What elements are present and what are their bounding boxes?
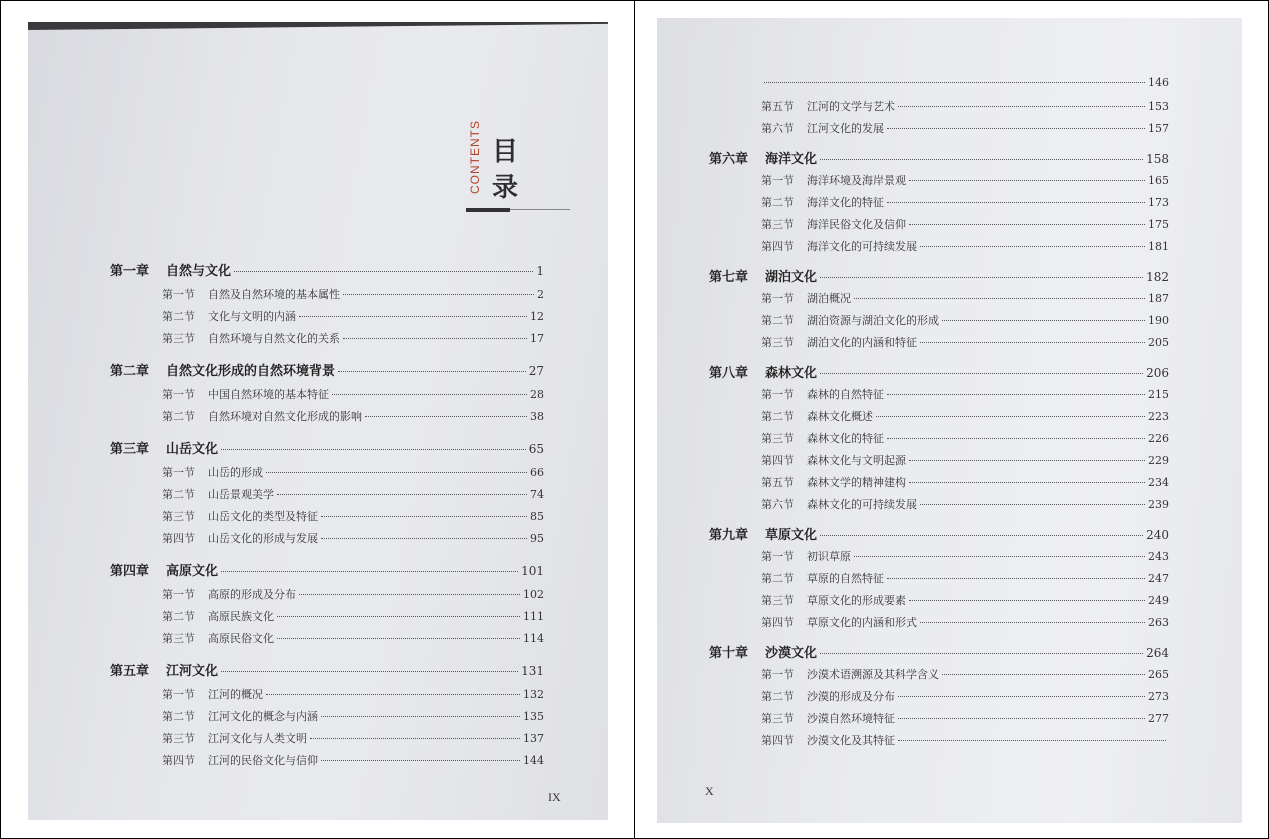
leader-dots xyxy=(820,535,1143,536)
toc-section-entry xyxy=(761,172,1169,188)
section-number: 第一节 xyxy=(162,388,195,401)
section-number: 第二节 xyxy=(761,690,794,703)
toc-section-entry xyxy=(162,708,544,724)
leader-dots xyxy=(887,438,1145,439)
leader-dots xyxy=(820,373,1143,374)
section-title: 自然环境对自然文化形成的影响 xyxy=(208,410,362,423)
leader-dots xyxy=(221,571,518,572)
leader-dots xyxy=(820,653,1143,654)
page-number: 66 xyxy=(530,466,544,479)
chapter-title: 自然与文化 xyxy=(166,264,232,279)
heading-rule xyxy=(510,209,570,210)
chapter-number: 第一章 xyxy=(110,264,150,279)
leader-dots xyxy=(909,224,1145,225)
page-number: 182 xyxy=(1146,270,1169,284)
section-number: 第二节 xyxy=(162,310,195,323)
section-number: 第二节 xyxy=(761,410,794,423)
page-number: 223 xyxy=(1148,410,1169,423)
toc-section-entry xyxy=(761,614,1169,630)
section-number: 第四节 xyxy=(761,734,794,747)
section-number: 第五节 xyxy=(761,476,794,489)
toc-section-entry xyxy=(162,586,544,602)
page-number: 264 xyxy=(1146,646,1169,660)
leader-dots xyxy=(221,671,518,672)
page-number: 229 xyxy=(1148,454,1169,467)
section-title: 自然环境与自然文化的关系 xyxy=(208,332,340,345)
leader-dots xyxy=(909,460,1145,461)
toc-section-entry xyxy=(761,408,1169,424)
toc-section-entry xyxy=(162,530,544,546)
page-number: 263 xyxy=(1148,616,1169,629)
page-number: 135 xyxy=(523,710,544,723)
section-number: 第二节 xyxy=(162,488,195,501)
toc-section-entry xyxy=(162,630,544,646)
page-number: 65 xyxy=(528,442,544,456)
leader-dots xyxy=(277,638,520,639)
section-number: 第二节 xyxy=(761,572,794,585)
section-title: 森林文化与文明起源 xyxy=(807,454,906,467)
leader-dots xyxy=(887,202,1145,203)
section-title: 湖泊文化的内涵和特征 xyxy=(807,336,917,349)
heading-bar xyxy=(466,208,510,212)
leader-dots xyxy=(854,298,1145,299)
section-number: 第三节 xyxy=(761,336,794,349)
section-number: 第一节 xyxy=(761,550,794,563)
section-number: 第四节 xyxy=(761,240,794,253)
section-number: 第三节 xyxy=(761,594,794,607)
leader-dots xyxy=(942,320,1145,321)
page-number: 95 xyxy=(530,532,544,545)
section-title: 森林文化的特征 xyxy=(807,432,884,445)
section-title: 森林文化概述 xyxy=(807,410,873,423)
section-title: 森林文化的可持续发展 xyxy=(807,498,917,511)
leader-dots xyxy=(365,416,527,417)
section-title: 江河的民俗文化与信仰 xyxy=(208,754,318,767)
leader-dots xyxy=(299,594,520,595)
section-title: 江河文化的发展 xyxy=(807,122,884,135)
page-number: 1 xyxy=(536,264,544,278)
toc-section-entry xyxy=(162,608,544,624)
toc-section-entry xyxy=(761,386,1169,402)
section-title: 湖泊概况 xyxy=(807,292,851,305)
toc-section-entry xyxy=(761,238,1169,254)
section-title: 山岳景观美学 xyxy=(208,488,274,501)
toc-title: 目 录 xyxy=(492,137,519,203)
section-title: 沙漠文化及其特征 xyxy=(807,734,895,747)
toc-section-entry xyxy=(162,308,544,324)
page-number: 158 xyxy=(1146,152,1169,166)
section-number: 第二节 xyxy=(162,710,195,723)
page-number: 206 xyxy=(1146,366,1169,380)
leader-dots xyxy=(898,718,1145,719)
chapter-number: 第七章 xyxy=(709,270,749,285)
page-number: 2 xyxy=(537,288,544,301)
section-title: 自然及自然环境的基本属性 xyxy=(208,288,340,301)
section-number: 第六节 xyxy=(761,498,794,511)
page-number: 17 xyxy=(530,332,544,345)
section-number: 第二节 xyxy=(162,410,195,423)
leader-dots xyxy=(277,616,520,617)
leader-dots xyxy=(321,760,520,761)
leader-dots xyxy=(909,600,1145,601)
toc-section-entry xyxy=(162,286,544,302)
leader-dots xyxy=(920,342,1145,343)
chapter-title: 草原文化 xyxy=(765,528,818,543)
section-title: 沙漠术语溯源及其科学含义 xyxy=(807,668,939,681)
page-number: 111 xyxy=(523,610,544,623)
leader-dots xyxy=(321,516,527,517)
page-number: 102 xyxy=(523,588,544,601)
section-title: 湖泊资源与湖泊文化的形成 xyxy=(807,314,939,327)
toc-chapter-entry xyxy=(709,642,1169,661)
leader-dots xyxy=(887,578,1145,579)
section-title: 江河的概况 xyxy=(208,688,263,701)
chapter-title: 高原文化 xyxy=(166,564,219,579)
page-number: 27 xyxy=(528,364,544,378)
leader-dots xyxy=(820,277,1143,278)
page-number: 85 xyxy=(530,510,544,523)
toc-section-entry xyxy=(761,592,1169,608)
leader-dots xyxy=(920,622,1145,623)
page-number: 74 xyxy=(530,488,544,501)
page-number: 157 xyxy=(1148,122,1169,135)
leader-dots xyxy=(234,271,533,272)
leader-dots xyxy=(898,740,1166,741)
section-title: 文化与文明的内涵 xyxy=(208,310,296,323)
section-number: 第二节 xyxy=(761,314,794,327)
toc-chapter-entry xyxy=(709,266,1169,285)
toc-section-entry xyxy=(761,666,1169,682)
section-number: 第三节 xyxy=(162,510,195,523)
section-title: 海洋民俗文化及信仰 xyxy=(807,218,906,231)
leader-dots xyxy=(299,316,527,317)
section-number: 第一节 xyxy=(761,292,794,305)
section-title: 江河文化的概念与内涵 xyxy=(208,710,318,723)
leader-dots xyxy=(266,472,527,473)
section-number: 第一节 xyxy=(162,288,195,301)
toc-section-entry xyxy=(761,312,1169,328)
leader-dots xyxy=(332,394,527,395)
leader-dots xyxy=(887,128,1145,129)
section-number: 第三节 xyxy=(761,432,794,445)
toc-chapter-entry xyxy=(110,660,544,679)
leader-dots xyxy=(338,371,526,372)
page-number: 243 xyxy=(1148,550,1169,563)
toc-chapter-entry xyxy=(709,148,1169,167)
leader-dots xyxy=(321,538,527,539)
section-title: 海洋文化的可持续发展 xyxy=(807,240,917,253)
toc-section-entry xyxy=(761,334,1169,350)
leader-dots xyxy=(942,674,1145,675)
toc-section-entry xyxy=(162,486,544,502)
section-number: 第五节 xyxy=(761,100,794,113)
leader-dots xyxy=(854,556,1145,557)
toc-section-entry xyxy=(761,688,1169,704)
toc-section-entry xyxy=(761,548,1169,564)
section-title: 初识草原 xyxy=(807,550,851,563)
toc-chapter-entry xyxy=(110,360,544,379)
page-number: 181 xyxy=(1148,240,1169,253)
toc-section-entry xyxy=(761,194,1169,210)
page-number: 28 xyxy=(530,388,544,401)
toc-section-entry xyxy=(162,686,544,702)
toc-section-entry xyxy=(162,752,544,768)
page-number: 234 xyxy=(1148,476,1169,489)
chapter-title: 江河文化 xyxy=(166,664,219,679)
leader-dots xyxy=(343,294,534,295)
page-number: 175 xyxy=(1148,218,1169,231)
leader-dots xyxy=(820,159,1143,160)
leader-dots xyxy=(343,338,527,339)
leader-dots xyxy=(898,696,1145,697)
leader-dots xyxy=(764,82,1145,83)
section-title: 草原的自然特征 xyxy=(807,572,884,585)
chapter-title: 山岳文化 xyxy=(166,442,219,457)
leader-dots xyxy=(898,106,1145,107)
page-number: 277 xyxy=(1148,712,1169,725)
section-number: 第三节 xyxy=(761,218,794,231)
toc-section-entry xyxy=(761,76,1169,89)
page-number: 215 xyxy=(1148,388,1169,401)
page-number: 239 xyxy=(1148,498,1169,511)
section-title: 山岳的形成 xyxy=(208,466,263,479)
page-folio-left: IX xyxy=(548,790,561,804)
leader-dots xyxy=(920,504,1145,505)
toc-page-right xyxy=(657,18,1242,823)
leader-dots xyxy=(920,246,1145,247)
chapter-number: 第八章 xyxy=(709,366,749,381)
section-number: 第一节 xyxy=(162,688,195,701)
toc-section-entry xyxy=(162,508,544,524)
page-number: 146 xyxy=(1148,76,1169,89)
section-number: 第三节 xyxy=(761,712,794,725)
chapter-number: 第四章 xyxy=(110,564,150,579)
section-title: 高原民俗文化 xyxy=(208,632,274,645)
section-title: 沙漠自然环境特征 xyxy=(807,712,895,725)
toc-chapter-entry xyxy=(110,260,544,279)
section-title: 海洋文化的特征 xyxy=(807,196,884,209)
chapter-title: 湖泊文化 xyxy=(765,270,818,285)
toc-section-entry xyxy=(761,290,1169,306)
toc-section-entry xyxy=(761,710,1169,726)
chapter-number: 第十章 xyxy=(709,646,749,661)
toc-section-entry xyxy=(761,496,1169,512)
page-number: 240 xyxy=(1146,528,1169,542)
leader-dots xyxy=(876,416,1145,417)
section-number: 第二节 xyxy=(162,610,195,623)
toc-section-entry xyxy=(761,474,1169,490)
toc-section-entry xyxy=(761,570,1169,586)
page-number: 173 xyxy=(1148,196,1169,209)
chapter-title: 森林文化 xyxy=(765,366,818,381)
page-number: 247 xyxy=(1148,572,1169,585)
chapter-title: 自然文化形成的自然环境背景 xyxy=(166,364,336,379)
panel-divider xyxy=(634,0,635,839)
section-number: 第三节 xyxy=(162,332,195,345)
page-number: 187 xyxy=(1148,292,1169,305)
toc-section-entry xyxy=(761,732,1169,748)
section-number: 第一节 xyxy=(761,174,794,187)
page-number: 144 xyxy=(523,754,544,767)
page-number: 38 xyxy=(530,410,544,423)
toc-chapter-entry xyxy=(110,438,544,457)
page-number: 249 xyxy=(1148,594,1169,607)
section-title: 山岳文化的形成与发展 xyxy=(208,532,318,545)
section-number: 第一节 xyxy=(761,388,794,401)
leader-dots xyxy=(321,716,520,717)
toc-chapter-entry xyxy=(709,524,1169,543)
leader-dots xyxy=(310,738,520,739)
toc-section-entry xyxy=(162,408,544,424)
chapter-number: 第二章 xyxy=(110,364,150,379)
section-number: 第二节 xyxy=(761,196,794,209)
leader-dots xyxy=(277,494,527,495)
toc-section-entry xyxy=(162,330,544,346)
toc-section-entry xyxy=(761,120,1169,136)
toc-page-left xyxy=(28,22,608,820)
leader-dots xyxy=(909,180,1145,181)
page-number: 190 xyxy=(1148,314,1169,327)
section-title: 高原民族文化 xyxy=(208,610,274,623)
section-title: 江河文化与人类文明 xyxy=(208,732,307,745)
toc-heading xyxy=(466,112,556,232)
page-number: 137 xyxy=(523,732,544,745)
section-title: 草原文化的内涵和形式 xyxy=(807,616,917,629)
leader-dots xyxy=(909,482,1145,483)
page-number: 131 xyxy=(521,664,544,678)
section-title: 森林文学的精神建构 xyxy=(807,476,906,489)
toc-section-entry xyxy=(761,216,1169,232)
section-title: 江河的文学与艺术 xyxy=(807,100,895,113)
page-number: 273 xyxy=(1148,690,1169,703)
section-number: 第三节 xyxy=(162,732,195,745)
section-title: 海洋环境及海岸景观 xyxy=(807,174,906,187)
section-number: 第六节 xyxy=(761,122,794,135)
section-number: 第一节 xyxy=(162,466,195,479)
section-number: 第四节 xyxy=(761,616,794,629)
page-number: 265 xyxy=(1148,668,1169,681)
section-title: 高原的形成及分布 xyxy=(208,588,296,601)
section-number: 第一节 xyxy=(162,588,195,601)
toc-section-entry xyxy=(761,98,1169,114)
page-number: 226 xyxy=(1148,432,1169,445)
section-number: 第四节 xyxy=(162,532,195,545)
page-number: 114 xyxy=(523,632,544,645)
section-number: 第四节 xyxy=(162,754,195,767)
chapter-number: 第九章 xyxy=(709,528,749,543)
chapter-title: 海洋文化 xyxy=(765,152,818,167)
toc-section-entry xyxy=(162,730,544,746)
section-title: 山岳文化的类型及特征 xyxy=(208,510,318,523)
leader-dots xyxy=(887,394,1145,395)
chapter-number: 第五章 xyxy=(110,664,150,679)
chapter-title: 沙漠文化 xyxy=(765,646,818,661)
section-number: 第四节 xyxy=(761,454,794,467)
section-number: 第三节 xyxy=(162,632,195,645)
page-number: 153 xyxy=(1148,100,1169,113)
leader-dots xyxy=(266,694,520,695)
page-number: 101 xyxy=(521,564,544,578)
section-title: 中国自然环境的基本特征 xyxy=(208,388,329,401)
chapter-number: 第六章 xyxy=(709,152,749,167)
page-number: 132 xyxy=(523,688,544,701)
toc-section-entry xyxy=(761,452,1169,468)
toc-section-entry xyxy=(162,464,544,480)
toc-section-entry xyxy=(162,386,544,402)
section-title: 森林的自然特征 xyxy=(807,388,884,401)
leader-dots xyxy=(221,449,526,450)
page-number: 165 xyxy=(1148,174,1169,187)
section-title: 草原文化的形成要素 xyxy=(807,594,906,607)
chapter-number: 第三章 xyxy=(110,442,150,457)
section-number: 第一节 xyxy=(761,668,794,681)
page-number: 205 xyxy=(1148,336,1169,349)
contents-vertical-word: CONTENTS xyxy=(468,120,482,194)
toc-chapter-entry xyxy=(709,362,1169,381)
toc-chapter-entry xyxy=(110,560,544,579)
toc-section-entry xyxy=(761,430,1169,446)
page-number: 12 xyxy=(530,310,544,323)
page-folio-right: X xyxy=(705,784,714,798)
section-title: 沙漠的形成及分布 xyxy=(807,690,895,703)
